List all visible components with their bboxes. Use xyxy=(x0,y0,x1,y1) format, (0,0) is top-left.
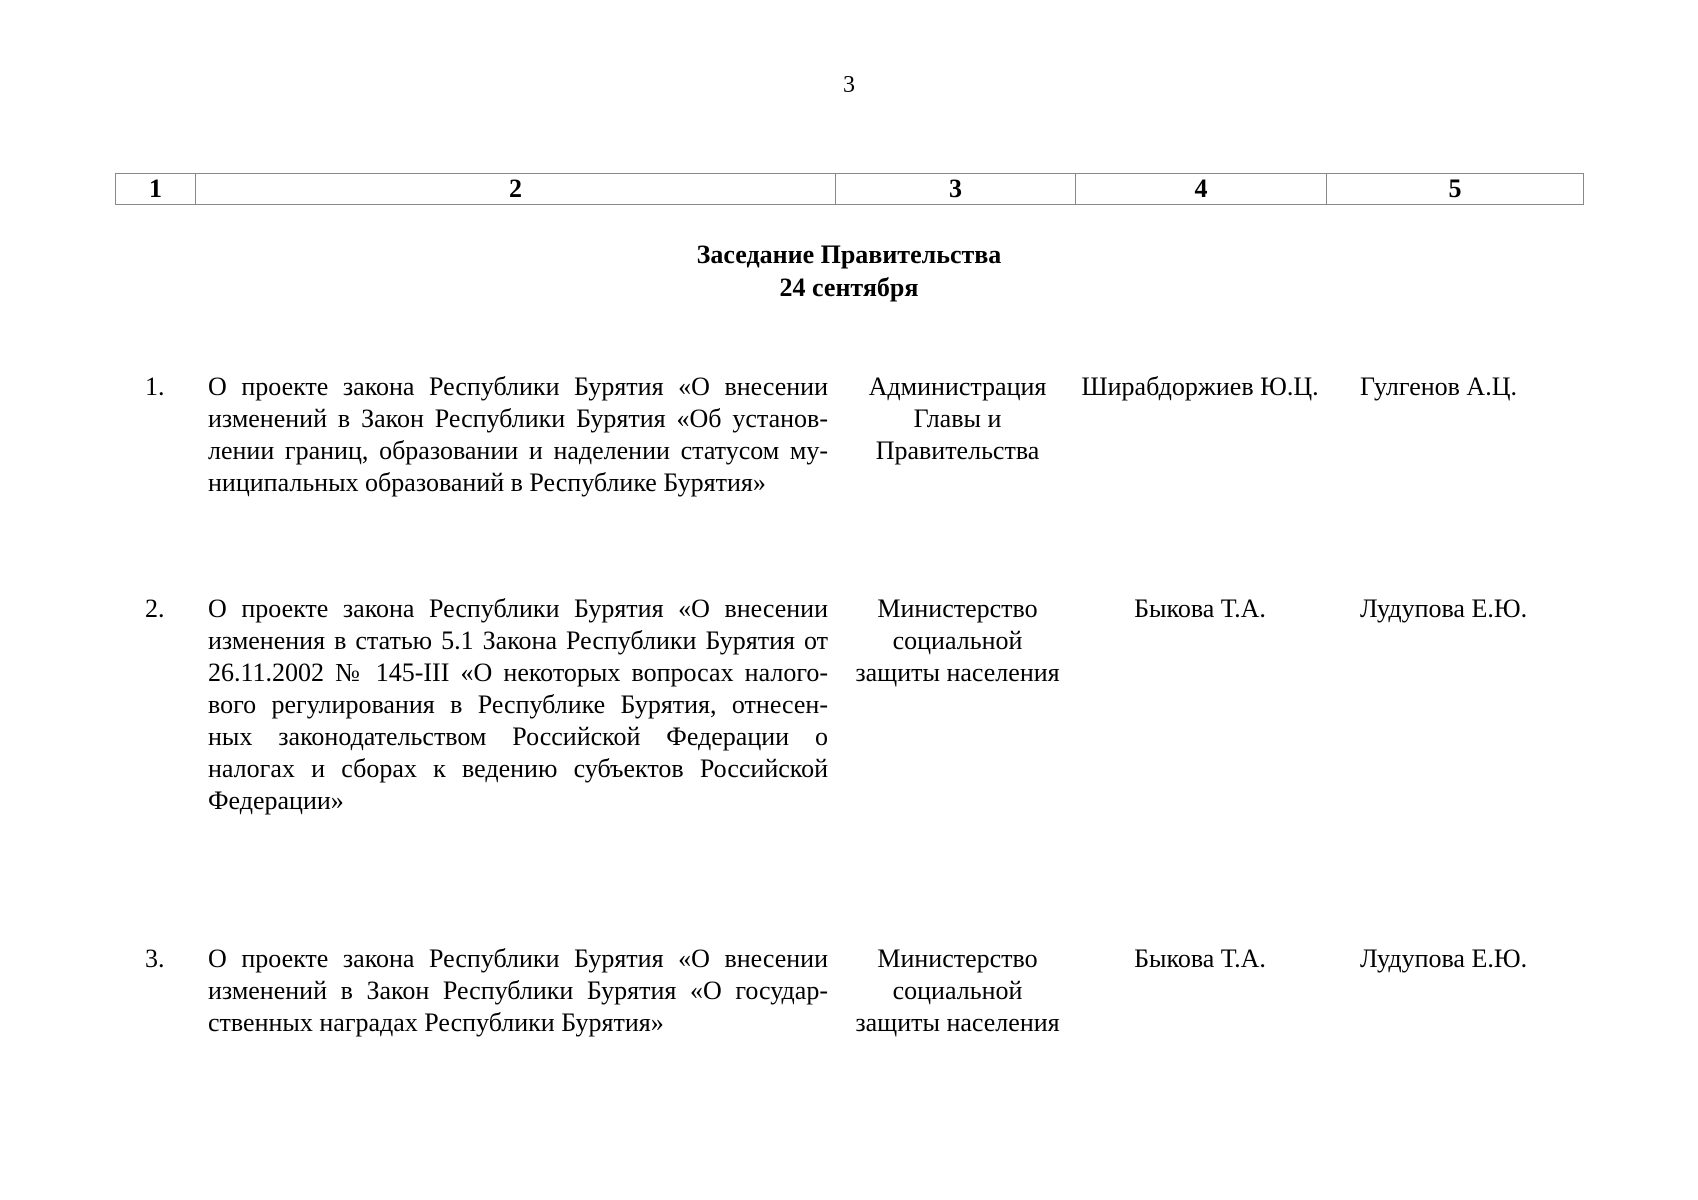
organization-line: Министерство xyxy=(877,594,1038,623)
item-organization xyxy=(845,593,1070,689)
organization-line: Правительства xyxy=(875,436,1040,465)
column-header-5: 5 xyxy=(1327,174,1584,205)
organization-line: социальной xyxy=(892,626,1023,655)
meeting-title: Заседание Правительства xyxy=(696,240,1002,269)
description-line: вого регулирования в Республике Бурятия, отнесен- xyxy=(208,690,828,719)
description-line: О проекте закона Республики Бурятия «О внесении xyxy=(208,594,828,623)
page-number: 3 xyxy=(843,72,855,98)
description-line: О проекте закона Республики Бурятия «О внесении xyxy=(208,372,828,401)
item-organization xyxy=(845,371,1070,467)
item-organization xyxy=(845,943,1070,1039)
description-line: налогах и сборах к ведению субъектов Российской xyxy=(208,754,828,783)
organization-line: социальной xyxy=(892,976,1023,1005)
item-description xyxy=(208,593,828,817)
item-responsible: Быкова Т.А. xyxy=(1134,944,1266,973)
item-number: 3. xyxy=(145,944,165,973)
item-curator: Гулгенов А.Ц. xyxy=(1360,372,1517,401)
organization-line: Главы и xyxy=(913,404,1002,433)
column-header-2: 2 xyxy=(196,174,836,205)
description-line: 26.11.2002 № 145-III «О некоторых вопросах налого- xyxy=(208,658,828,687)
item-curator: Лудупова Е.Ю. xyxy=(1360,944,1528,973)
meeting-heading xyxy=(0,238,1698,304)
column-header-table xyxy=(115,173,1584,205)
organization-line: защиты населения xyxy=(855,658,1060,687)
description-line: Федерации» xyxy=(208,786,344,815)
column-header-4: 4 xyxy=(1076,174,1327,205)
item-responsible: Ширабдоржиев Ю.Ц. xyxy=(1081,372,1319,401)
description-line: О проекте закона Республики Бурятия «О внесении xyxy=(208,944,828,973)
column-header-row xyxy=(116,174,1584,205)
column-header-3: 3 xyxy=(836,174,1076,205)
item-description xyxy=(208,943,828,1039)
item-responsible: Быкова Т.А. xyxy=(1134,594,1266,623)
item-number: 1. xyxy=(145,372,165,401)
item-curator: Лудупова Е.Ю. xyxy=(1360,594,1528,623)
description-line: ственных наградах Республики Бурятия» xyxy=(208,1008,664,1037)
meeting-date: 24 сентября xyxy=(779,273,919,302)
organization-line: Администрация xyxy=(868,372,1047,401)
organization-line: Министерство xyxy=(877,944,1038,973)
description-line: изменения в статью 5.1 Закона Республики Бурятия от xyxy=(208,626,828,655)
description-line: ниципальных образований в Республике Бурятия» xyxy=(208,468,766,497)
description-line: изменений в Закон Республики Бурятия «О государ- xyxy=(208,976,828,1005)
description-line: лении границ, образовании и наделении статусом му- xyxy=(208,436,828,465)
description-line: ных законодательством Российской Федерации о xyxy=(208,722,828,751)
column-header-1: 1 xyxy=(116,174,196,205)
item-number: 2. xyxy=(145,594,165,623)
item-description xyxy=(208,371,828,499)
description-line: изменений в Закон Республики Бурятия «Об установ- xyxy=(208,404,828,433)
organization-line: защиты населения xyxy=(855,1008,1060,1037)
